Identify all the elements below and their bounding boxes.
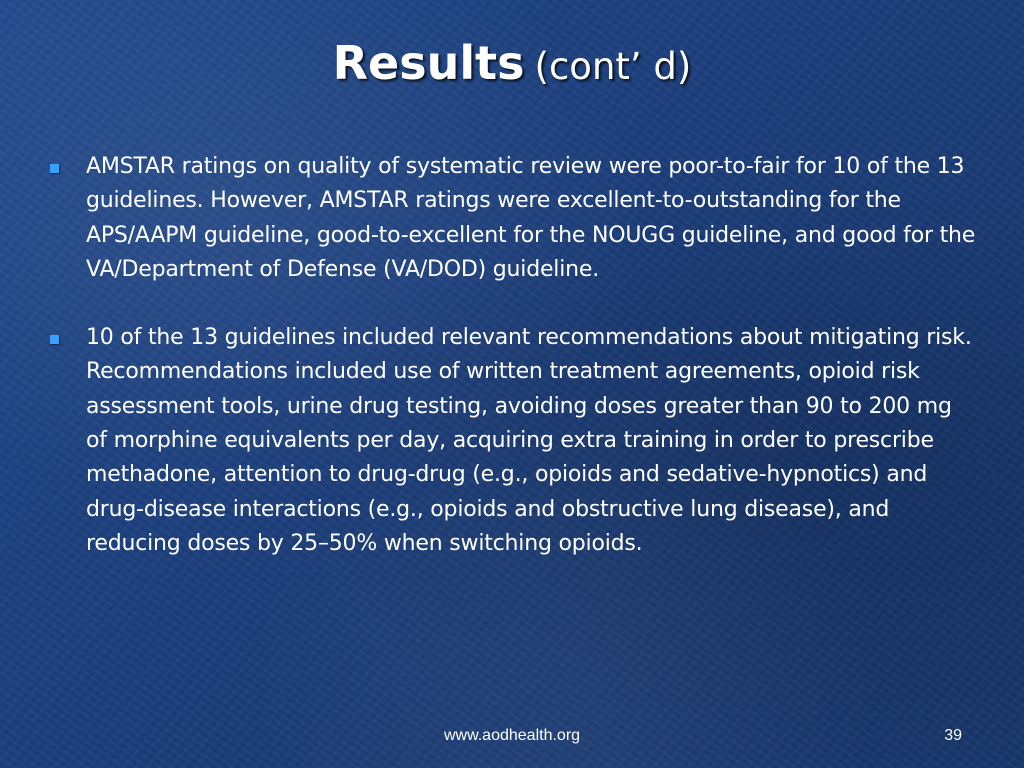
- bullet-item: [48, 321, 978, 561]
- bullet-item: [48, 150, 978, 287]
- bullet-text: AMSTAR ratings on quality of systematic review were poor-to-fair for 10 of the 13 guidelines. However, AMSTAR ratings were excellent-to-outstanding for the APS/AAPM guideline, good-to-excellent for the NOUGG guideline, and good for the VA/Department of Defense (VA/DOD) guideline.: [86, 154, 976, 282]
- square-bullet-icon: [50, 164, 59, 173]
- square-bullet-icon: [50, 335, 59, 344]
- slide-content: [48, 150, 978, 595]
- slide-title-main: Results: [332, 36, 525, 90]
- page-number: 39: [944, 727, 962, 744]
- footer-url: www.aodhealth.org: [443, 727, 581, 744]
- bullet-text: 10 of the 13 guidelines included relevant recommendations about mitigating risk. Recommendations included use of written treatment agreements, opioid risk assessment tools, urine drug testing, avoiding doses greater than 90 to 200 mg of morphine equivalents per day, acquiring extra training in order to prescribe methadone, attention to drug-drug (e.g., opioids and sedative-hypnotics) and drug-disease interactions (e.g., opioids and obstructive lung disease), and reducing doses by 25–50% when switching opioids.: [86, 325, 972, 556]
- slide-title: [0, 36, 1024, 90]
- slide-title-sub: (cont’ d): [534, 45, 692, 88]
